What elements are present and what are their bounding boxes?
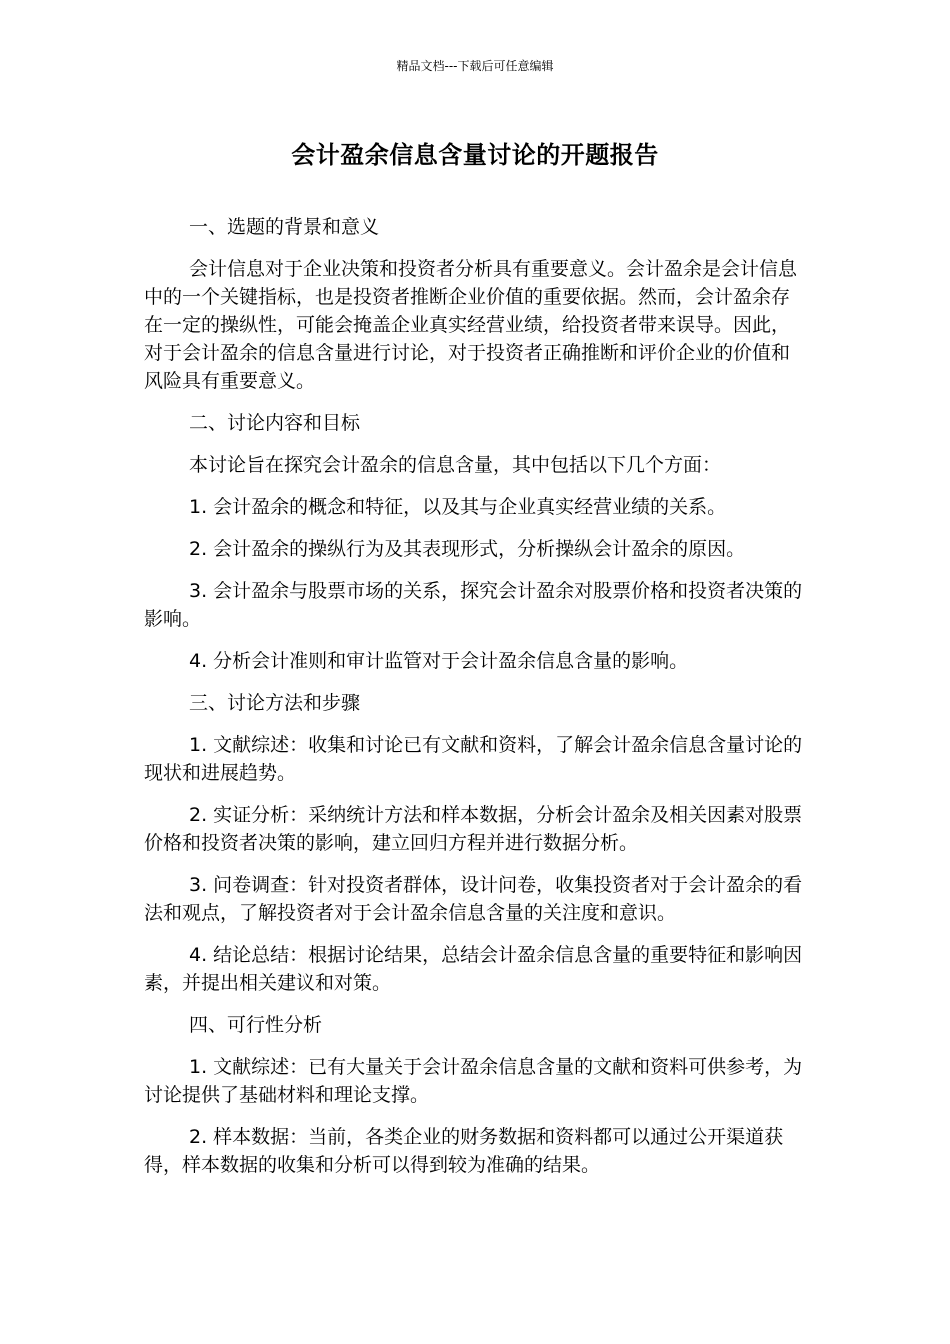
list-item-content-4: 4. 分析会计准则和审计监管对于会计盈余信息含量的影响。 bbox=[189, 650, 689, 672]
list-item-content-1: 1. 会计盈余的概念和特征，以及其与企业真实经营业绩的关系。 bbox=[189, 496, 727, 518]
section-heading-feasibility: 四、可行性分析 bbox=[189, 1014, 323, 1036]
section-heading-methods: 三、讨论方法和步骤 bbox=[189, 692, 361, 714]
list-item-content-3: 3. 会计盈余与股票市场的关系，探究会计盈余对股票价格和投资者决策的影响。 bbox=[144, 580, 803, 630]
section-heading-background: 一、选题的背景和意义 bbox=[189, 216, 380, 238]
document-body bbox=[144, 213, 804, 1193]
list-item-content-2: 2. 会计盈余的操纵行为及其表现形式，分析操纵会计盈余的原因。 bbox=[189, 538, 746, 560]
page-header: 精品文档---下载后可任意编辑 bbox=[396, 59, 554, 73]
list-item-feasibility-2: 2. 样本数据：当前，各类企业的财务数据和资料都可以通过公开渠道获得，样本数据的收集和分析可以得到较为准确的结果。 bbox=[144, 1126, 784, 1176]
section-heading-content-goals: 二、讨论内容和目标 bbox=[189, 412, 361, 434]
document-title: 会计盈余信息含量讨论的开题报告 bbox=[291, 141, 659, 169]
list-item-method-4: 4. 结论总结：根据讨论结果，总结会计盈余信息含量的重要特征和影响因素，并提出相关建议和对策。 bbox=[144, 944, 803, 994]
list-item-feasibility-1: 1. 文献综述：已有大量关于会计盈余信息含量的文献和资料可供参考，为讨论提供了基础材料和理论支撑。 bbox=[144, 1056, 803, 1106]
list-item-method-1: 1. 文献综述：收集和讨论已有文献和资料，了解会计盈余信息含量讨论的现状和进展趋势。 bbox=[144, 734, 803, 784]
list-item-method-3: 3. 问卷调查：针对投资者群体，设计问卷，收集投资者对于会计盈余的看法和观点，了解投资者对于会计盈余信息含量的关注度和意识。 bbox=[144, 874, 803, 924]
list-item-method-2: 2. 实证分析：采纳统计方法和样本数据，分析会计盈余及相关因素对股票价格和投资者决策的影响，建立回归方程并进行数据分析。 bbox=[144, 804, 803, 854]
paragraph-intro: 本讨论旨在探究会计盈余的信息含量，其中包括以下几个方面： bbox=[189, 454, 722, 476]
paragraph-background: 会计信息对于企业决策和投资者分析具有重要意义。会计盈余是会计信息中的一个关键指标，也是投资者推断企业价值的重要依据。然而，会计盈余存在一定的操纵性，可能会掩盖企业真实经营业绩，给投资者带来误导。因此，对于会计盈余的信息含量进行讨论，对于投资者正确推断和评价企业的价值和风险具有重要意义。 bbox=[144, 258, 798, 392]
